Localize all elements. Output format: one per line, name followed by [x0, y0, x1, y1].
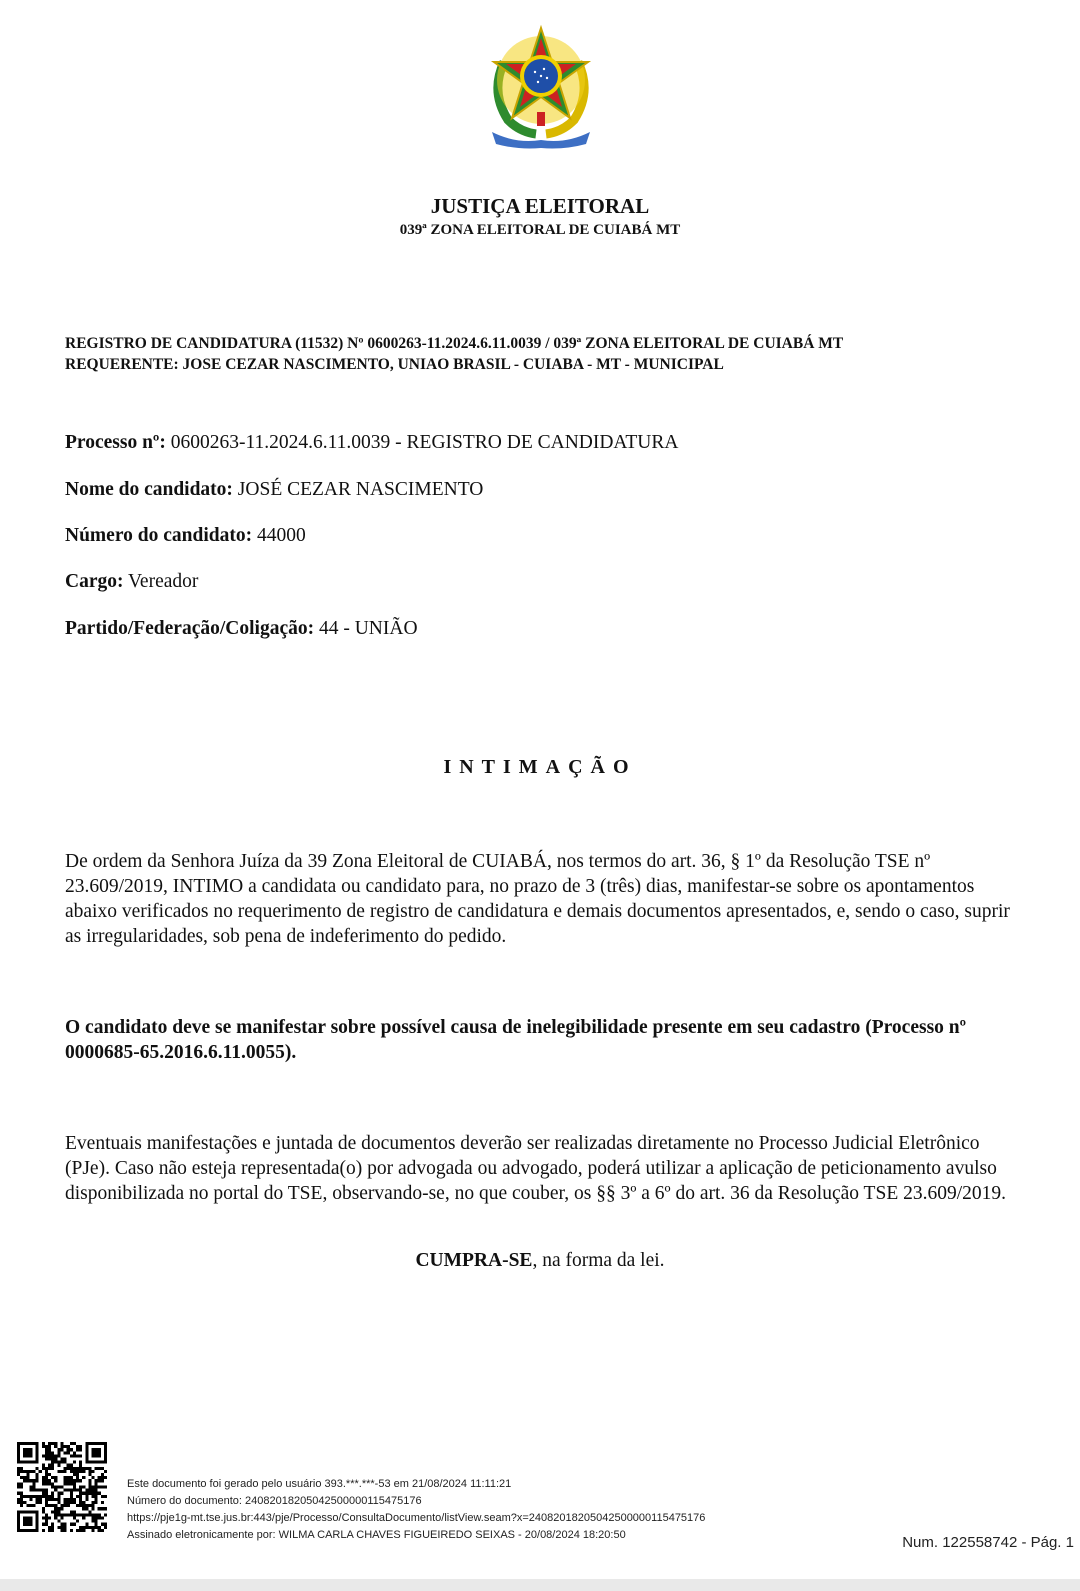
- case-header: [65, 333, 1025, 375]
- order-paragraph: De ordem da Senhora Juíza da 39 Zona Eleitoral de CUIABÁ, nos termos do art. 36, § 1º da Resolução TSE nº 23.609/2019, INTIMO a candidata ou candidato para, no prazo de 3 (três) dias, manifestar-se sobre os apontamentos abaixo verificados no requerimento de registro de candidatura e demais documentos apresentados, e, sendo o caso, suprir as irregularidades, sob pena de indeferimento do pedido.: [65, 851, 1010, 947]
- field-label: Nome do candidato:: [65, 479, 233, 500]
- field-value: JOSÉ CEZAR NASCIMENTO: [232, 479, 484, 500]
- field-label: Cargo:: [65, 571, 124, 592]
- section-title: INTIMAÇÃO: [443, 756, 637, 778]
- field-candidate-number: [65, 525, 306, 547]
- case-header-line-1: REGISTRO DE CANDIDATURA (11532) Nº 0600263-11.2024.6.11.0039 / 039ª ZONA ELEITORAL DE CUIABÁ MT: [65, 335, 844, 352]
- court-subtitle: 039ª ZONA ELEITORAL DE CUIABÁ MT: [399, 222, 681, 238]
- closing-bold: CUMPRA-SE: [415, 1250, 533, 1271]
- field-value: 0600263-11.2024.6.11.0039 - REGISTRO DE CANDIDATURA: [165, 432, 679, 453]
- field-label: Processo nº:: [65, 432, 166, 453]
- document-number-line: Número do documento: 24082018205042500000115475176: [127, 1495, 422, 1507]
- generated-by-line: Este documento foi gerado pelo usuário 393.***.***-53 em 21/08/2024 11:11:21: [127, 1478, 512, 1490]
- closing-rest: , na forma da lei.: [532, 1250, 665, 1271]
- field-value: 44 - UNIÃO: [314, 618, 418, 639]
- signature-block: [127, 1476, 705, 1544]
- field-party: [65, 618, 418, 640]
- qr-code-icon[interactable]: [17, 1442, 107, 1532]
- closing-line: [0, 1250, 1080, 1272]
- court-title: JUSTIÇA ELEITORAL: [430, 194, 650, 218]
- document-url-line[interactable]: https://pje1g-mt.tse.jus.br:443/pje/Processo/ConsultaDocumento/listView.seam?x=24082018205042500000115475176: [127, 1512, 706, 1524]
- ineligibility-notice: O candidato deve se manifestar sobre possível causa de inelegibilidade presente em seu cadastro (Processo nº 0000685-65.2016.6.11.0055).: [65, 1017, 967, 1063]
- instructions-paragraph: Eventuais manifestações e juntada de documentos deverão ser realizadas diretamente no Processo Judicial Eletrônico (PJe). Caso não esteja representada(o) por advogada ou advogado, poderá utilizar a aplicação de peticionamento avulso disponibilizada no portal do TSE, observando-se, no que couber, os §§ 3º a 6º do art. 36 da Resolução TSE 23.609/2019.: [65, 1133, 1007, 1204]
- page-number: Num. 122558742 - Pág. 1: [902, 1534, 1074, 1551]
- field-value: Vereador: [123, 571, 199, 592]
- case-header-line-2: REQUERENTE: JOSE CEZAR NASCIMENTO, UNIAO BRASIL - CUIABA - MT - MUNICIPAL: [65, 356, 724, 373]
- signed-by-line: Assinado eletronicamente por: WILMA CARLA CHAVES FIGUEIREDO SEIXAS - 20/08/2024 18:20:50: [127, 1529, 626, 1541]
- field-process-number: [65, 432, 678, 454]
- brazil-coat-of-arms-emblem: [486, 22, 596, 150]
- field-candidate-name: [65, 479, 483, 501]
- field-office: [65, 571, 198, 593]
- page-bottom-divider: [0, 1579, 1080, 1591]
- field-value: 44000: [252, 525, 306, 546]
- field-label: Número do candidato:: [65, 525, 253, 546]
- field-label: Partido/Federação/Coligação:: [65, 618, 315, 639]
